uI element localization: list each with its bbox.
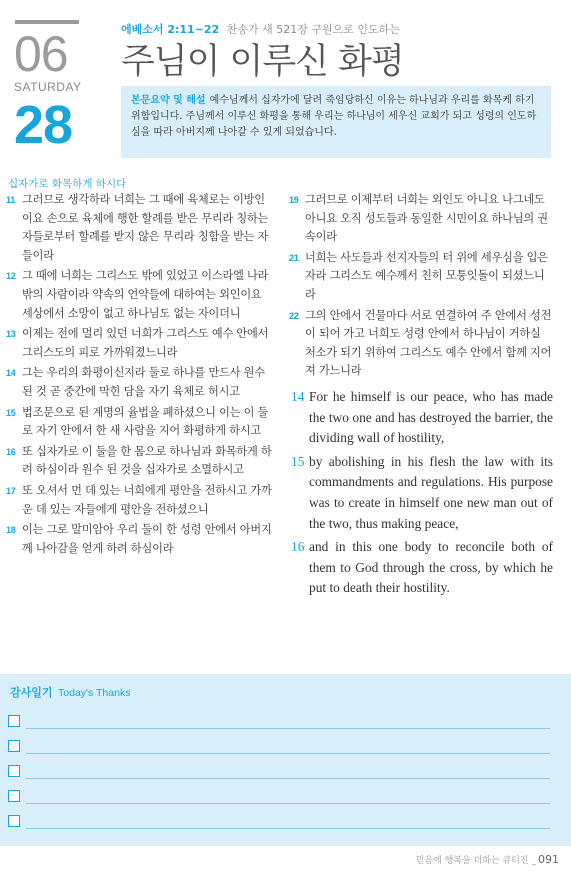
writing-line [26, 753, 550, 754]
verse-number: 11 [6, 195, 16, 205]
writing-line [26, 828, 550, 829]
verse-text: 이제는 전에 멀리 있던 너희가 그리스도 예수 안에서 그리스도의 피로 가까워졌느니라 [22, 327, 269, 359]
date-divider [15, 20, 79, 24]
verses-right-column [289, 191, 553, 602]
verse-number: 21 [289, 252, 299, 263]
verse [289, 191, 553, 247]
verse-number: 16 [6, 446, 16, 457]
thanks-entry-row[interactable] [8, 790, 550, 804]
verse-number: 17 [6, 485, 16, 496]
thanks-entry-row[interactable] [8, 815, 550, 829]
verse-number: 15 [6, 407, 16, 418]
page-header [121, 22, 561, 84]
verse-number: 18 [6, 525, 16, 536]
checkbox-icon[interactable] [8, 765, 20, 777]
verse-number: 15 [291, 453, 305, 469]
english-verse [289, 387, 553, 449]
verse [6, 364, 273, 401]
verse-number: 22 [289, 310, 299, 321]
thanks-entry-row[interactable] [8, 715, 550, 729]
date-weekday: SATURDAY [14, 80, 82, 94]
page-title: 주님이 이루신 화평 [121, 42, 404, 82]
verse-text: by abolishing in his flesh the law with its commandments and regulations. His purpose was to create in himself one new man out of the two, thus making peace, [309, 453, 553, 531]
section-title: 십자가로 화목하게 하시다 [8, 178, 127, 190]
verse [6, 325, 273, 362]
scripture-reference: 에베소서 2:11~22 [121, 23, 220, 36]
english-verse [289, 452, 553, 534]
thanks-diary-panel [0, 674, 571, 846]
thanks-title-korean: 감사일기 [10, 686, 53, 699]
verses-left-column [6, 191, 273, 560]
verse [6, 267, 273, 323]
verse [289, 307, 553, 381]
verse-text: 법조문으로 된 계명의 율법을 폐하셨으니 이는 이 둘로 자기 안에서 한 새 사람을 지어 화평하게 하시고 [22, 405, 269, 438]
verse-text: 또 십자가로 이 둘을 한 몸으로 하나님과 화목하게 하려 하심이라 원수 된 것을 십자가로 소멸하시고 [22, 444, 272, 477]
checkbox-icon[interactable] [8, 715, 20, 727]
verse-number: 16 [291, 539, 305, 555]
checkbox-icon[interactable] [8, 815, 20, 827]
verse-text: 그 때에 너희는 그리스도 밖에 있었고 이스라엘 나라 밖의 사람이라 약속의 언약들에 대하여는 외인이요 세상에서 소망이 없고 하나님도 없는 자이더니 [22, 269, 269, 320]
summary-box [121, 86, 551, 158]
date-day: 28 [14, 95, 73, 155]
verse-text: 그러므로 생각하라 너희는 그 때에 육체로는 이방인이요 손으로 육체에 행한 할례를 받은 무리라 칭하는 자들로부터 할례를 받지 않은 무리라 칭함을 받는 자들이라 [22, 193, 269, 262]
verse-text: 그는 우리의 화평이신지라 둘로 하나를 만드사 원수 된 것 곧 중간에 막힌 담을 자기 육체로 허시고 [22, 366, 265, 398]
checkbox-icon[interactable] [8, 790, 20, 802]
verse-number: 12 [6, 271, 16, 282]
date-block [14, 20, 86, 154]
verse [6, 404, 273, 441]
verse [6, 482, 273, 519]
verse [289, 249, 553, 305]
writing-line [26, 803, 550, 804]
verse [6, 191, 273, 265]
writing-line [26, 778, 550, 779]
verse-text: 또 오셔서 먼 데 있는 너희에게 평안을 전하시고 가까운 데 있는 자들에게 평안을 전하셨으니 [22, 483, 272, 516]
page-number: 091 [538, 853, 559, 866]
footer-text: 믿음에 행복을 더하는 큐티진 _ [415, 856, 536, 866]
checkbox-icon[interactable] [8, 740, 20, 752]
verse-number: 13 [6, 329, 16, 340]
verse-text: 이는 그로 말미암아 우리 둘이 한 성령 안에서 아버지께 나아감을 얻게 하려 하심이라 [22, 523, 272, 555]
summary-text: 예수님께서 십자가에 달려 죽임당하신 이유는 하나님과 우리를 화목케 하기 위함입니다. 주님께서 이루신 화평을 통해 우리는 하나님이 세우신 교회가 되고 성령의 인도하심을 따라 아버지께 나아갈 수 있게 되었습니다. [131, 95, 537, 138]
date-month: 06 [14, 26, 68, 82]
verse [6, 443, 273, 480]
verse-text: 너희는 사도들과 선지자들의 터 위에 세우심을 입은 자라 그리스도 예수께서 친히 모퉁잇돌이 되셨느니라 [305, 250, 548, 301]
thanks-title [10, 684, 130, 700]
writing-line [26, 728, 550, 729]
summary-label: 본문요약 및 해설 [131, 95, 206, 106]
verse-text: and in this one body to reconcile both of them to God through the cross, by which he put to death their hostility. [309, 539, 553, 596]
english-verse [289, 537, 553, 599]
verse-text: 그러므로 이제부터 너희는 외인도 아니요 나그네도 아니요 오직 성도들과 동일한 시민이요 하나님의 권속이라 [305, 193, 548, 244]
page-footer [416, 853, 559, 866]
verse-number: 14 [6, 368, 16, 379]
hymn-reference: 찬송가 새 521장 구원으로 인도하는 [226, 23, 400, 36]
reference-line [121, 22, 561, 38]
verse-number: 14 [291, 388, 305, 404]
verse [6, 521, 273, 558]
verse-text: For he himself is our peace, who has made the two one and has destroyed the barrier, the dividing wall of hostility, [309, 388, 553, 446]
verse-text: 그의 안에서 건물마다 서로 연결하여 주 안에서 성전이 되어 가고 너희도 성령 안에서 하나님이 거하실 처소가 되기 위하여 그리스도 예수 안에서 함께 지어져 가느니라 [305, 308, 552, 378]
english-verses [289, 387, 553, 599]
thanks-entry-row[interactable] [8, 740, 550, 754]
thanks-title-english: Today's Thanks [58, 687, 131, 699]
thanks-entry-row[interactable] [8, 765, 550, 779]
verse-number: 19 [289, 195, 299, 205]
